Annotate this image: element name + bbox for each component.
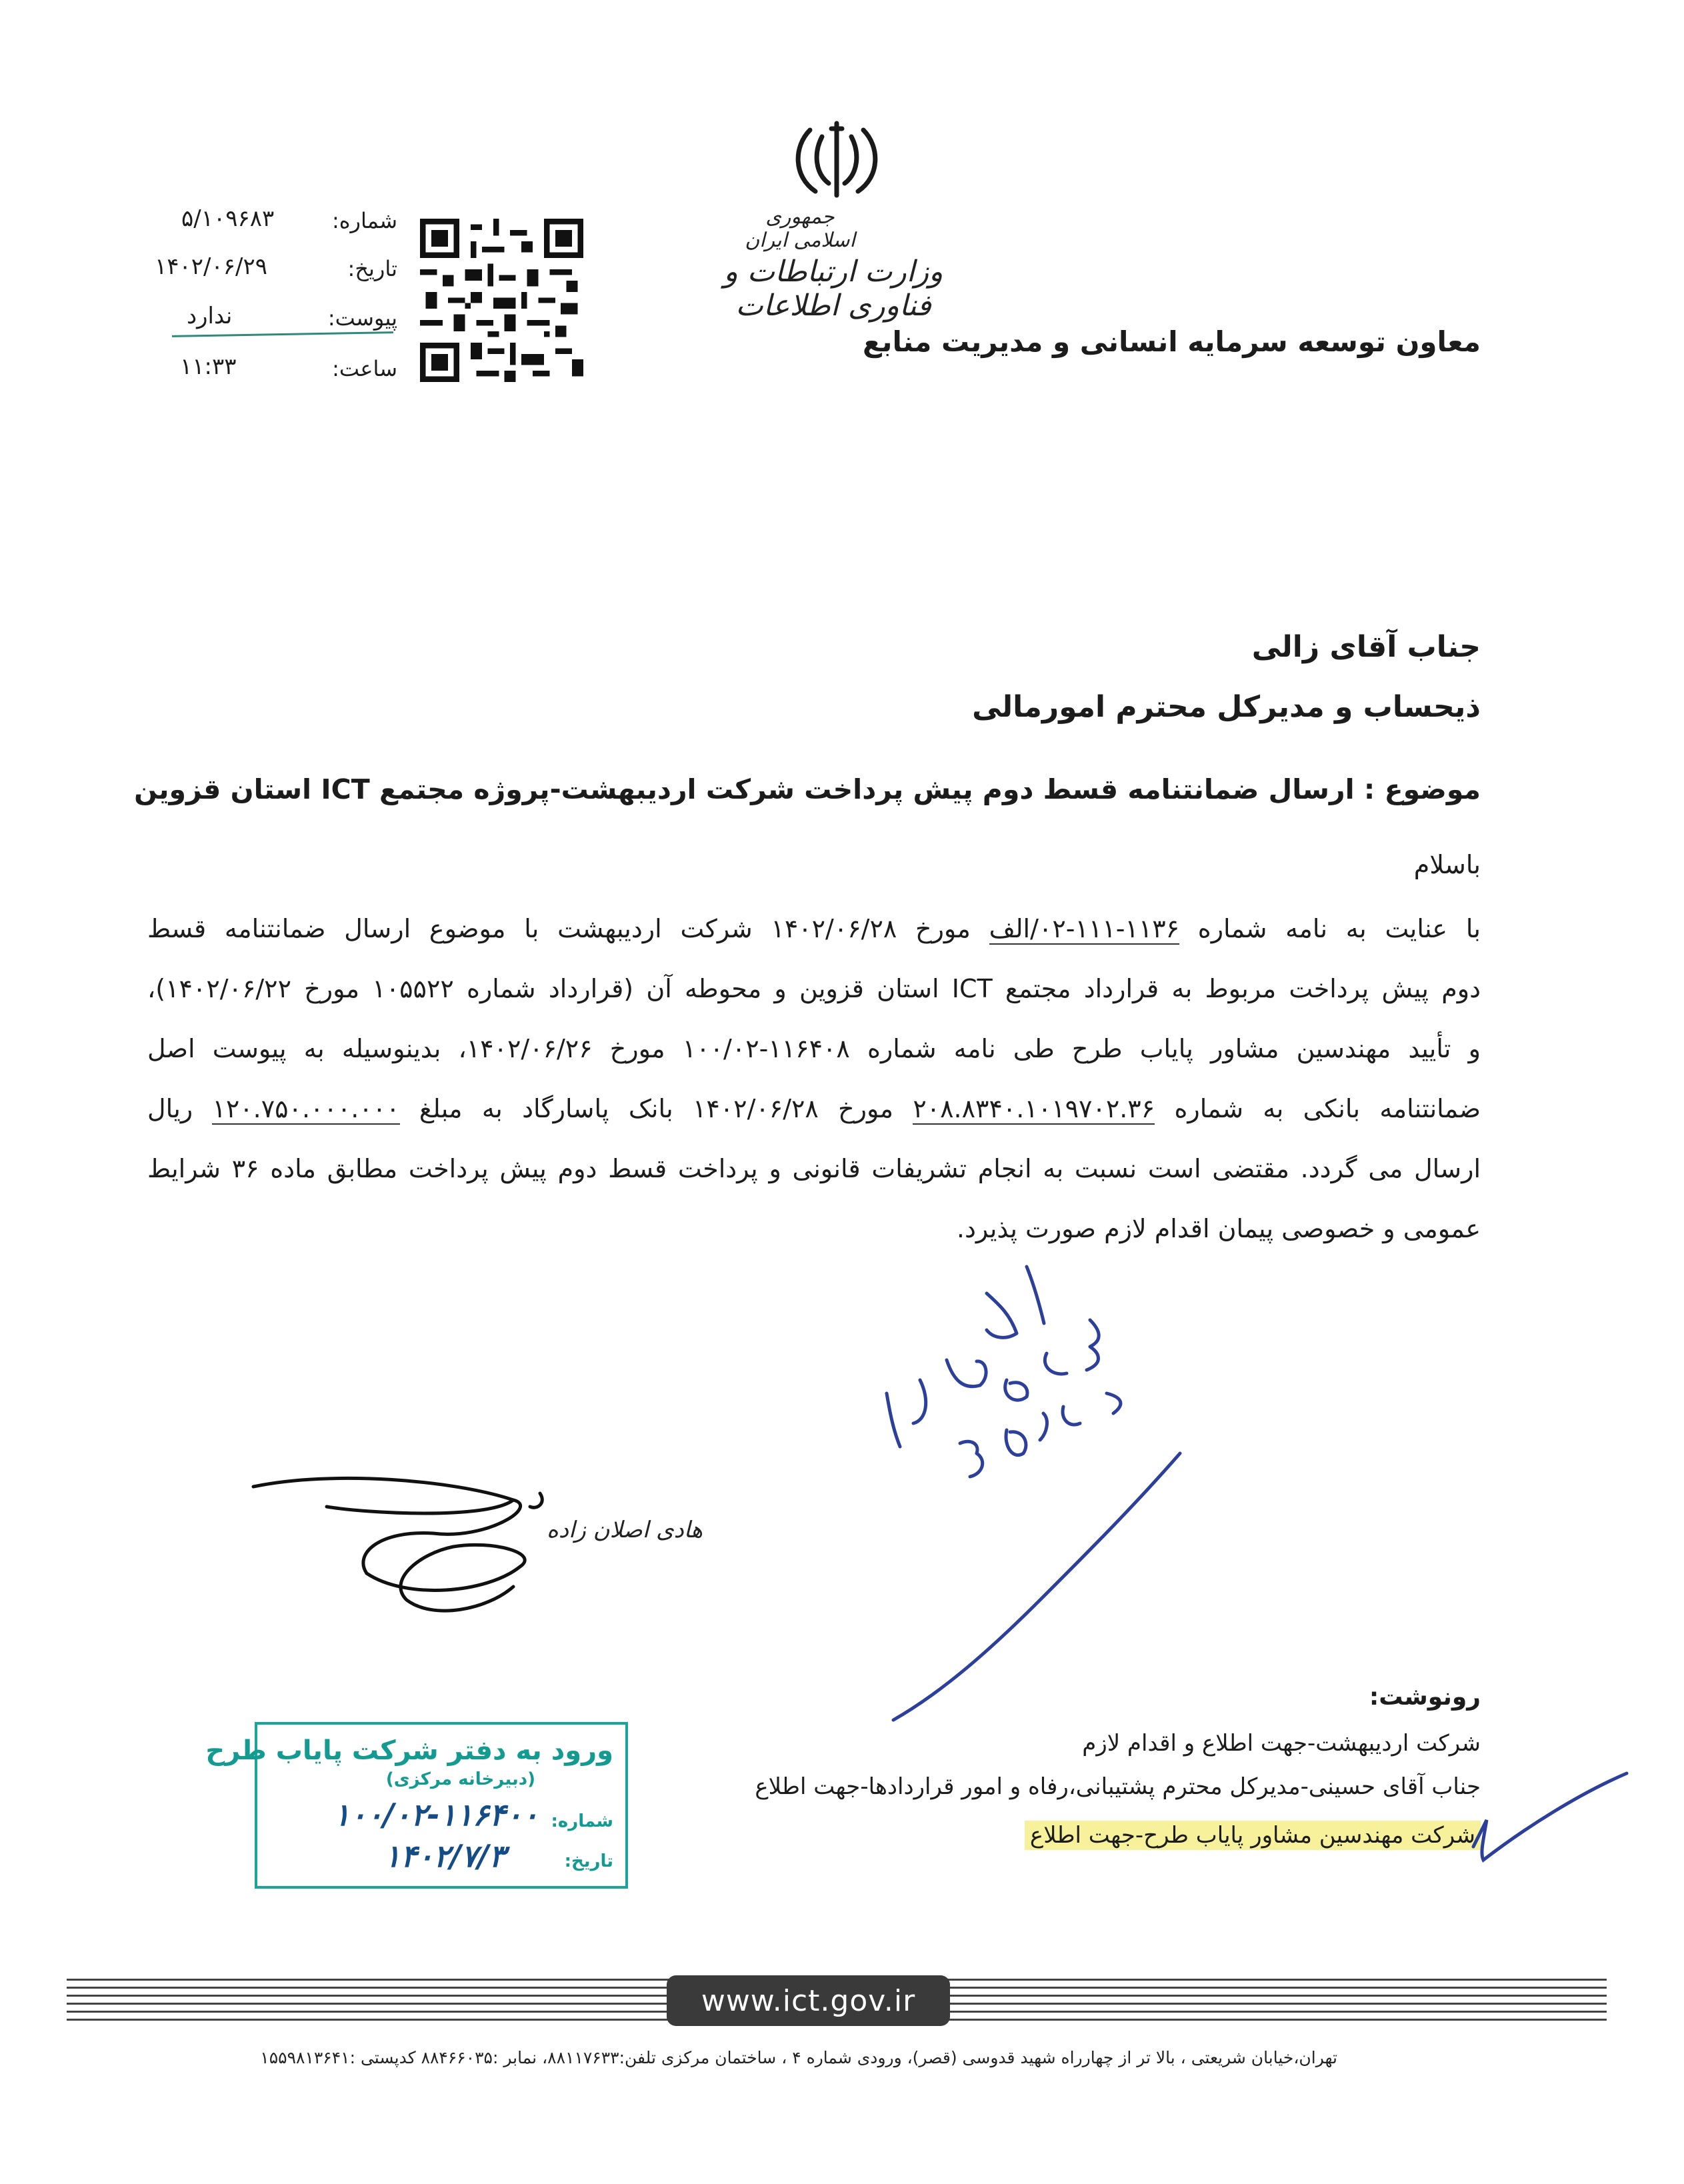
entry-stamp	[205, 1722, 628, 1889]
stamp-date-value: ۱۴۰۲/۷/۳	[384, 1838, 505, 1874]
body-line-3: و تأیید مهندسین مشاور پایاب طرح طی نامه شماره ۱۱۶۴۰۸-۱۰۰/۰۲ مورخ ۱۴۰۲/۰۶/۲۶، بدینوسیله به پیوست اصل	[147, 1034, 1481, 1063]
body-line-6: عمومی و خصوصی پیمان اقدام لازم صورت پذیرد.	[956, 1214, 1481, 1243]
handwritten-note	[787, 1253, 1200, 1733]
body-line-4-b: مورخ ۱۴۰۲/۰۶/۲۸ بانک پاسارگاد به مبلغ	[399, 1094, 913, 1123]
body-line-4	[147, 1079, 1481, 1139]
guarantee-amount: ۱۲۰.۷۵۰.۰۰۰.۰۰۰	[212, 1094, 400, 1123]
stamp-title: ورود به دفتر شرکت پایاب طرح	[205, 1735, 613, 1766]
cc-title: رونوشت:	[1369, 1683, 1481, 1711]
letter-time-label: ساعت:	[332, 356, 397, 381]
attachment-underline	[172, 331, 393, 337]
cc-item-1: شرکت اردیبهشت-جهت اطلاع و اقدام لازم	[1082, 1730, 1481, 1757]
letter-date-value: ۱۴۰۲/۰۶/۲۹	[155, 253, 268, 280]
body-line-1	[147, 899, 1481, 959]
cc-item-3	[1025, 1822, 1481, 1849]
letter-number-label: شماره:	[331, 208, 397, 233]
country-name: جمهوری اسلامی ایران	[745, 205, 855, 252]
ministry-name: وزارت ارتباطات و فناوری اطلاعات	[723, 255, 943, 323]
recipient-title: ذیحساب و مدیرکل محترم امورمالی	[972, 690, 1481, 724]
signature-scribble	[233, 1467, 633, 1633]
reference-letter-number: ۱۱۳۶-۱۱۱-۰۲/الف	[989, 914, 1180, 943]
stamp-date-label: تاریخ:	[564, 1851, 613, 1871]
attachment-value: ندارد	[187, 303, 233, 329]
guarantee-number: ۲۰۸.۸۳۴۰.۱۰۱۹۷۰۲.۳۶	[913, 1094, 1155, 1123]
signer-name: هادی اصلان زاده	[547, 1517, 703, 1543]
recipient-name: جناب آقای زالی	[1251, 630, 1481, 664]
stamp-number-label: شماره:	[551, 1811, 613, 1831]
deputy-title: معاون توسعه سرمایه انسانی و مدیریت منابع	[862, 325, 1481, 358]
stamp-subtitle: (دبیرخانه مرکزی)	[385, 1769, 535, 1789]
iran-emblem-logo	[790, 117, 883, 203]
attachment-label: پیوست:	[327, 305, 397, 331]
stamp-number-value: ۱۰۰/۰۲-۱۱۶۴۰۰	[333, 1797, 539, 1833]
greeting: باسلام	[1413, 850, 1481, 879]
letter-time-value: ۱۱:۳۳	[180, 353, 237, 380]
body-line-1-b: مورخ ۱۴۰۲/۰۶/۲۸ شرکت اردیبهشت با موضوع ارسال ضمانتنامه قسط	[147, 914, 989, 943]
letter-date-label: تاریخ:	[347, 256, 397, 281]
body-line-4-a: ضمانتنامه بانکی به شماره	[1155, 1094, 1481, 1123]
website-badge[interactable]: www.ict.gov.ir	[667, 1975, 950, 2026]
body-line-1-a: با عنایت به نامه شماره	[1179, 914, 1481, 943]
letter-number-value: ۵/۱۰۹۶۸۳	[181, 205, 275, 232]
body-line-2: دوم پیش پرداخت مربوط به قرارداد مجتمع ICT استان قزوین و محوطه آن (قرارداد شماره ۱۰۵۵۲۲ مورخ ۱۴۰۲/۰۶/۲۲)،	[147, 974, 1481, 1003]
body-line-5: ارسال می گردد. مقتضی است نسبت به انجام تشریفات قانونی و پرداخت قسط دوم پیش پرداخت مطابق ماده ۳۶ شرایط	[147, 1154, 1481, 1183]
cc-item-2: جناب آقای حسینی-مدیرکل محترم پشتیبانی،رفاه و امور قراردادها-جهت اطلاع	[755, 1773, 1481, 1800]
qr-code	[420, 219, 583, 382]
cc-item-3-text: شرکت مهندسین مشاور پایاب طرح-جهت اطلاع	[1025, 1821, 1481, 1850]
footer-address: تهران،خیابان شریعتی ، بالا تر از چهارراه شهید قدوسی (قصر)، ورودی شماره ۴ ، ساختمان مرکزی تلفن:۸۸۱۱۷۶۳۳، نمابر :۸۸۴۶۶۰۳۵ کدپستی :۱۵۵۹۸۱۳۶۴۱	[260, 2048, 1337, 2067]
body-line-4-c: ریال	[147, 1094, 213, 1123]
checkmark-pen	[1467, 1767, 1633, 1867]
letter-subject: موضوع : ارسال ضمانتنامه قسط دوم پیش پرداخت شرکت اردیبهشت-پروژه مجتمع ICT استان قزوین	[134, 773, 1481, 805]
